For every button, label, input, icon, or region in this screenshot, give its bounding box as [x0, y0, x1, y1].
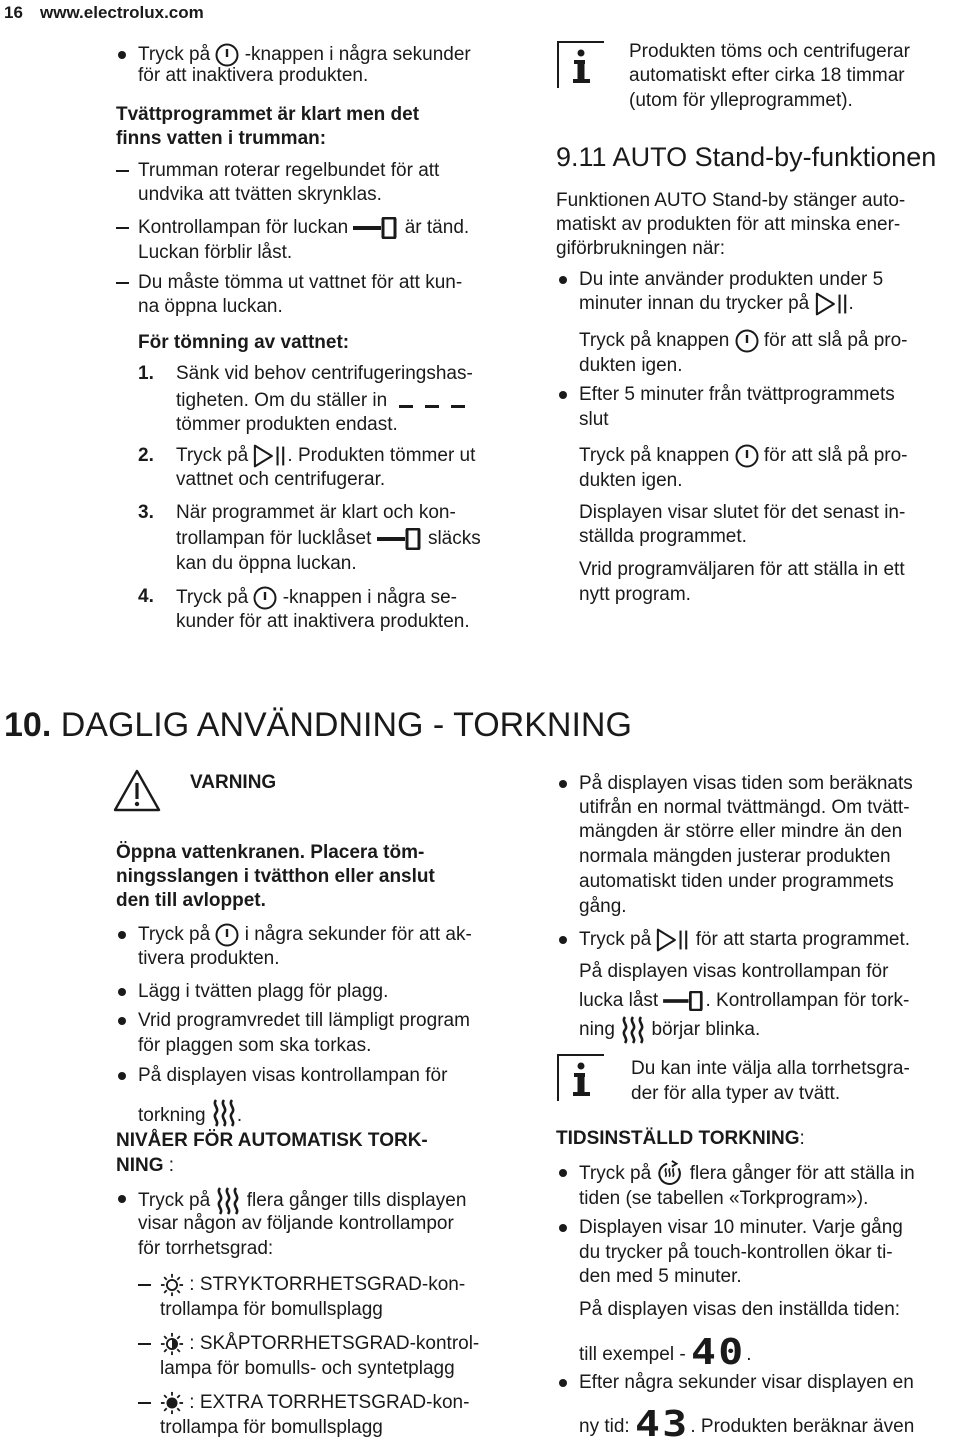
step-number: 4.	[138, 586, 154, 607]
info-text: Du kan inte välja alla torrhetsgra-	[631, 1058, 910, 1079]
dash-item-cont: na öppna luckan.	[138, 296, 283, 317]
paragraph-line: Displayen visar slutet för det senast in-	[579, 502, 906, 523]
list-item-cont: minuter innan du trycker på .	[579, 291, 854, 317]
paragraph-line: giförbrukningen när:	[556, 238, 725, 259]
dash-item-cont: undvika att tvätten skrynklas.	[138, 184, 382, 205]
step-number: 2.	[138, 445, 154, 466]
step-text: Tryck på . Produkten tömmer ut	[176, 443, 475, 469]
paragraph-line: nytt program.	[579, 584, 691, 605]
paragraph-line: Vrid programväljaren för att ställa in ett	[579, 559, 905, 580]
list-item-cont: för torrhetsgrad:	[138, 1238, 274, 1259]
drying-icon	[620, 1015, 646, 1045]
warning-text: den till avloppet.	[116, 890, 266, 911]
drying-icon	[211, 1098, 237, 1128]
warning-icon	[112, 768, 162, 814]
list-item: Lägg i tvätten plagg för plagg.	[138, 981, 389, 1002]
dash-item: : EXTRA TORRHETSGRAD-kon-	[160, 1390, 469, 1415]
door-lock-icon	[377, 528, 423, 550]
info-text: der för alla typer av tvätt.	[631, 1083, 841, 1104]
door-lock-icon	[353, 217, 399, 239]
info-text: automatiskt efter cirka 18 timmar	[629, 65, 905, 86]
start-pause-icon	[253, 443, 287, 469]
list-item-cont: utifrån en normal tvättmängd. Om tvätt-	[579, 797, 910, 818]
list-item: På displayen visas tiden som beräknats	[579, 773, 913, 794]
dash-item-cont: trollampa för bomullsplagg	[160, 1417, 383, 1438]
warning-label: VARNING	[190, 772, 277, 793]
paragraph-line: Tryck på knappen för att slå på pro-	[579, 445, 908, 466]
paragraph-line: dukten igen.	[579, 470, 683, 491]
step-text: tigheten. Om du ställer in	[176, 388, 473, 413]
start-pause-icon	[656, 927, 690, 953]
step-text: Tryck på -knappen i några se-	[176, 587, 457, 608]
list-item-cont: torkning .	[138, 1098, 242, 1128]
power-icon	[735, 444, 759, 468]
paragraph-line: matiskt av produkten för att minska ener-	[556, 214, 901, 235]
warning-text: Öppna vattenkranen. Placera töm-	[116, 842, 425, 863]
power-icon	[253, 586, 277, 610]
section-title: 9.11 AUTO Stand-by-funktionen	[556, 142, 937, 172]
subheading: finns vatten i trumman:	[116, 128, 327, 149]
dash-item-cont: lampa för bomulls- och syntetplagg	[160, 1358, 455, 1379]
list-item: Tryck på -knappen i några sekunder	[138, 44, 471, 65]
info-icon	[556, 40, 606, 90]
sun-full-icon	[160, 1391, 184, 1415]
list-item-cont: ny tid: 43. Produkten beräknar även	[579, 1404, 915, 1445]
power-icon	[735, 329, 759, 353]
start-pause-icon	[815, 291, 849, 317]
list-item-cont: visar någon av följande kontrollampor	[138, 1213, 454, 1234]
paragraph-line: till exempel - 40.	[579, 1332, 752, 1373]
subheading: För tömning av vattnet:	[138, 332, 350, 353]
list-item: Tryck på i några sekunder för att ak-	[138, 924, 472, 945]
list-item-cont: tivera produkten.	[138, 948, 280, 969]
paragraph-line: ning börjar blinka.	[579, 1015, 760, 1045]
list-item: Efter 5 minuter från tvättprogrammets	[579, 384, 895, 405]
list-item-cont: normala mängden justerar produkten	[579, 846, 891, 867]
list-item: Efter några sekunder visar displayen en	[579, 1372, 914, 1393]
chapter-heading: 10. DAGLIG ANVÄNDNING - TORKNING	[4, 706, 632, 744]
list-item: Tryck på flera gånger tills displayen	[138, 1186, 466, 1216]
list-item-cont: automatiskt tiden under programmets	[579, 871, 894, 892]
info-text: (utom för ylleprogrammet).	[629, 90, 853, 111]
paragraph-line: På displayen visas kontrollampan för	[579, 961, 889, 982]
list-item-cont: mängden är större eller mindre än den	[579, 821, 903, 842]
step-text: vattnet och centrifugerar.	[176, 469, 386, 490]
list-item-cont: du trycker på touch-kontrollen ökar ti-	[579, 1242, 893, 1263]
list-item-cont: tiden (se tabellen «Torkprogram»).	[579, 1188, 869, 1209]
power-icon	[215, 923, 239, 947]
step-number: 3.	[138, 502, 154, 523]
door-lock-icon	[663, 991, 705, 1011]
sun-half-icon	[160, 1332, 184, 1356]
display-digits: 43	[634, 1404, 690, 1445]
list-item: På displayen visas kontrollampan för	[138, 1065, 448, 1086]
subheading: NIVÅER FÖR AUTOMATISK TORK-	[116, 1130, 428, 1151]
paragraph-line: dukten igen.	[579, 355, 683, 376]
list-item-cont: gång.	[579, 896, 627, 917]
display-digits: 40	[690, 1332, 746, 1373]
step-text: kunder för att inaktivera produkten.	[176, 611, 470, 632]
subheading: TIDSINSTÄLLD TORKNING:	[556, 1128, 805, 1149]
timer-dry-icon	[656, 1160, 684, 1188]
sun-icon	[160, 1273, 184, 1297]
step-text: Sänk vid behov centrifugeringshas-	[176, 363, 473, 384]
list-item: Vrid programvredet till lämpligt program	[138, 1010, 470, 1031]
step-text: När programmet är klart och kon-	[176, 502, 456, 523]
dash-item: Du måste tömma ut vattnet för att kun-	[138, 272, 463, 293]
list-item: Tryck på flera gånger för att ställa in	[579, 1160, 915, 1188]
subheading: NING :	[116, 1155, 175, 1176]
dash-item-cont: trollampa för bomullsplagg	[160, 1299, 383, 1320]
step-number: 1.	[138, 363, 154, 384]
paragraph-line: Funktionen AUTO Stand-by stänger auto-	[556, 190, 906, 211]
page-number: 16	[4, 3, 23, 22]
spin-off-indicator-icon	[393, 391, 473, 411]
paragraph-line: ställda programmet.	[579, 526, 747, 547]
list-item-cont: slut	[579, 409, 609, 430]
list-item-cont: för plaggen som ska torkas.	[138, 1035, 372, 1056]
list-item-cont: den med 5 minuter.	[579, 1266, 742, 1287]
paragraph-line: Tryck på knappen för att slå på pro-	[579, 330, 908, 351]
dash-item-cont: Luckan förblir låst.	[138, 242, 293, 263]
paragraph-line: På displayen visas den inställda tiden:	[579, 1299, 901, 1320]
list-item: Tryck på för att starta programmet.	[579, 927, 910, 953]
paragraph-line: lucka låst . Kontrollampan för tork-	[579, 990, 910, 1011]
site-url[interactable]: www.electrolux.com	[40, 3, 204, 22]
info-icon	[556, 1053, 606, 1103]
dash-item: : STRYKTORRHETSGRAD-kon-	[160, 1272, 465, 1297]
step-text: trollampan för lucklåset släcks	[176, 528, 481, 549]
dash-item: Kontrollampan för luckan är tänd.	[138, 217, 470, 238]
step-text: tömmer produkten endast.	[176, 414, 398, 435]
dash-item: : SKÅPTORRHETSGRAD-kontrol-	[160, 1331, 479, 1356]
list-item-cont: för att inaktivera produkten.	[138, 65, 369, 86]
dash-item: Trumman roterar regelbundet för att	[138, 160, 440, 181]
info-text: Produkten töms och centrifugerar	[629, 41, 910, 62]
step-text: kan du öppna luckan.	[176, 553, 357, 574]
warning-text: ningsslangen i tvätthon eller anslut	[116, 866, 435, 887]
list-item: Du inte använder produkten under 5	[579, 269, 884, 290]
subheading: Tvättprogrammet är klart men det	[116, 104, 420, 125]
list-item: Displayen visar 10 minuter. Varje gång	[579, 1217, 903, 1238]
